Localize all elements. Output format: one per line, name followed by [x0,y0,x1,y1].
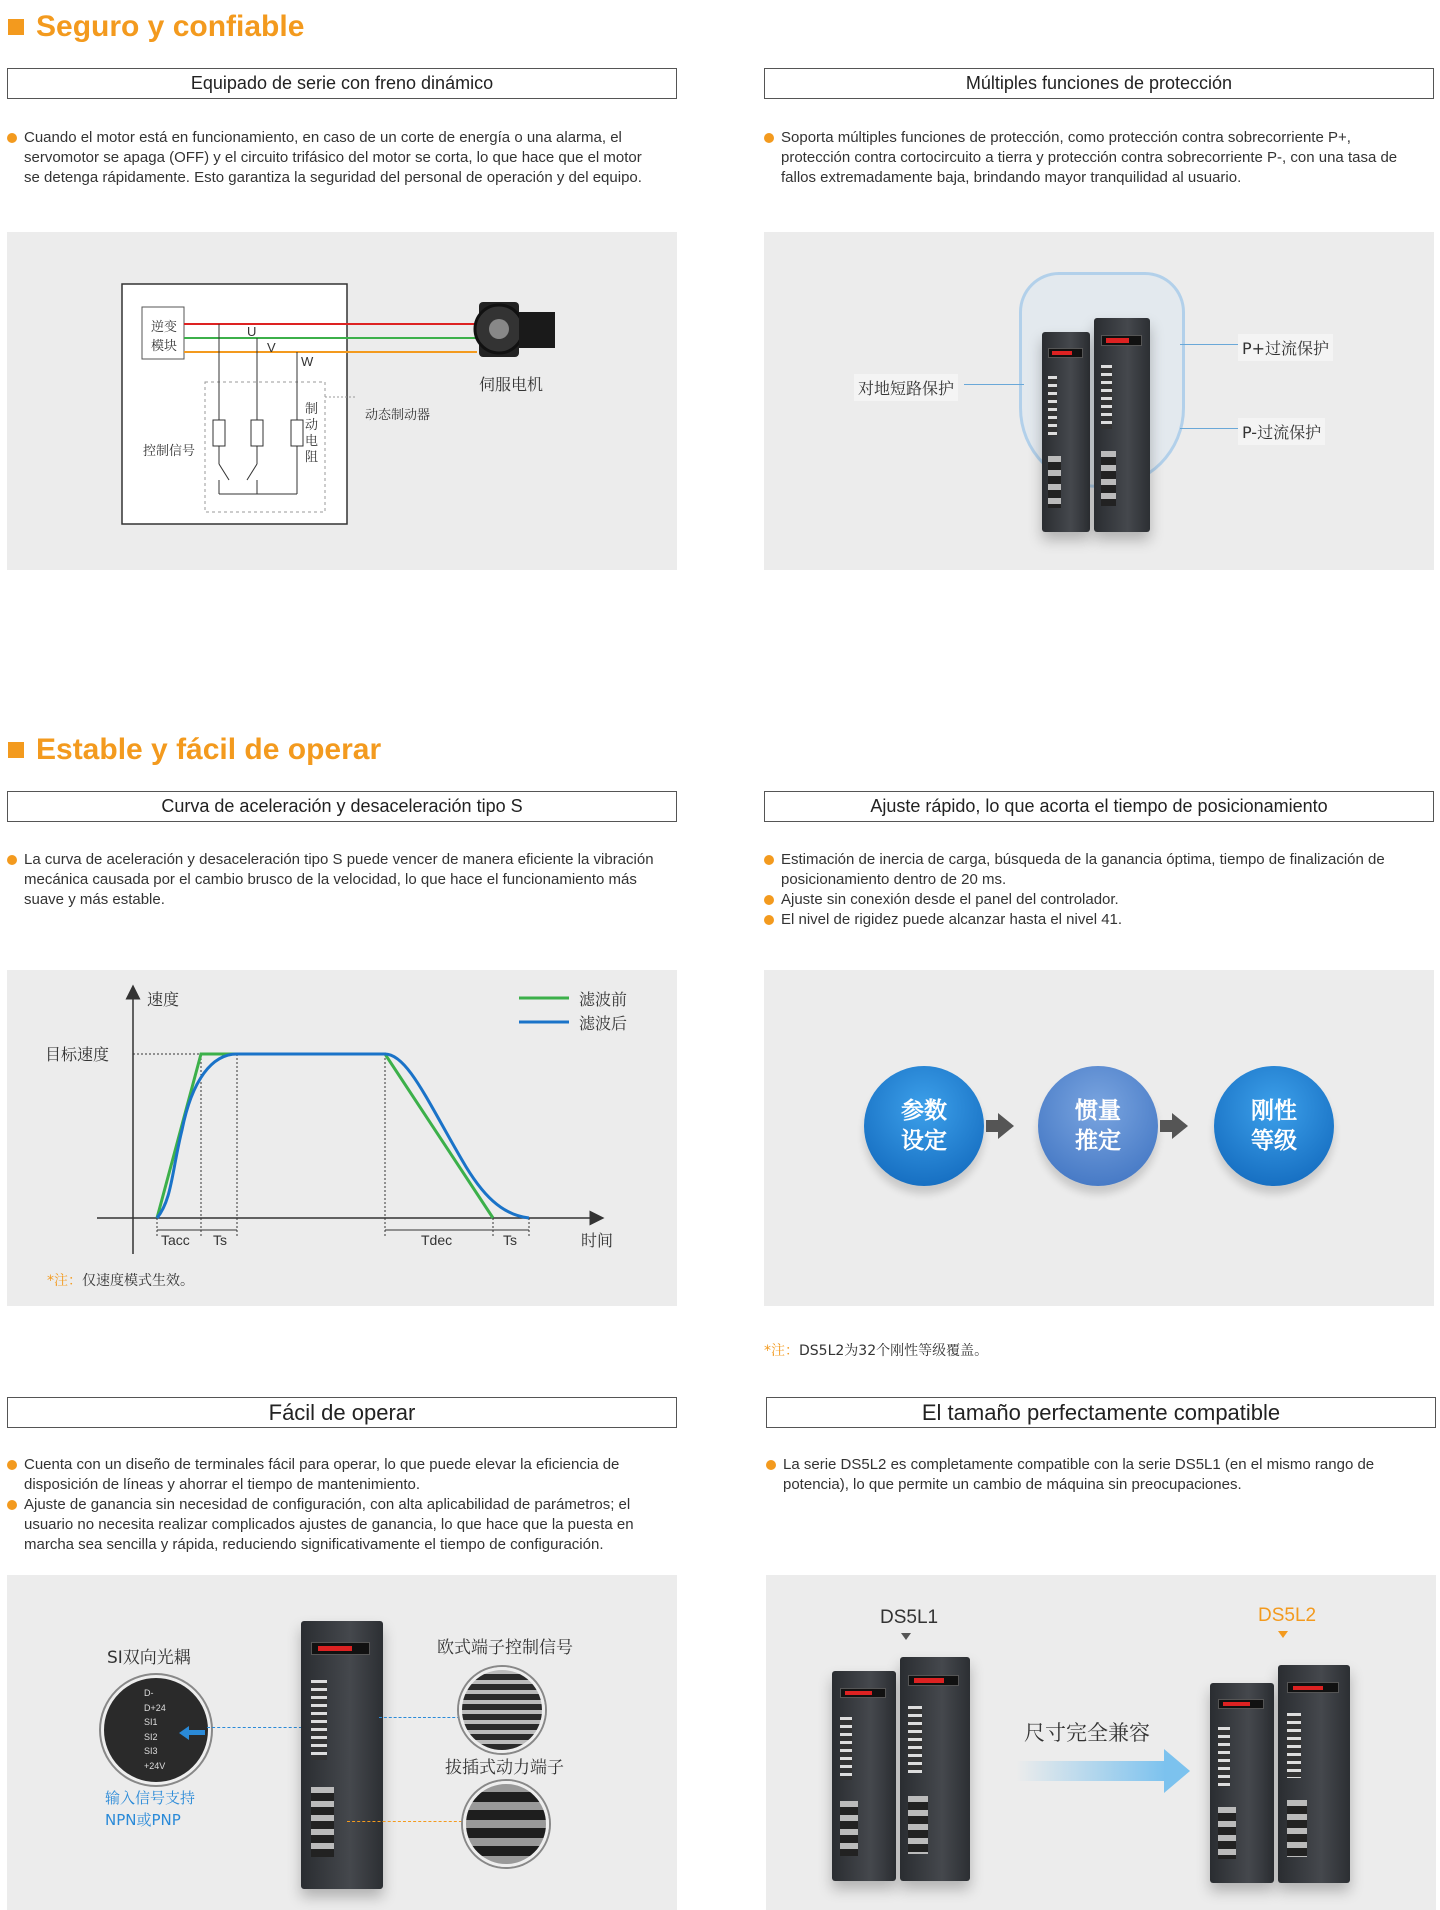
step-text: 设定 [901,1128,947,1154]
step-inertia-estimation [1038,1066,1158,1186]
bullet-item: La serie DS5L2 es completamente compatible con la serie DS5L1 (en el mismo rango de potencia), lo que permite un cambio de máquina sin preocupaciones. [766,1455,1426,1495]
dotted-line-blue [207,1727,307,1728]
dotted-line-blue-2 [379,1717,465,1718]
heading-fast-tuning [764,791,1434,822]
panel-terminals [7,1575,677,1910]
legend-after: 滤波后 [579,1014,628,1033]
heading-protection [764,68,1434,99]
dynamic-brake-diagram [7,232,677,570]
heading-dynamic-brake [7,68,677,99]
section-title-stable [8,733,381,767]
pminus-line [1180,428,1238,429]
input-signal-label-2: NPN或PNP [105,1811,181,1829]
model-ds5l1-label: DS5L1 [880,1607,939,1628]
plug-terminal-label: 拔插式动力端子 [445,1758,564,1778]
arrow-left-icon [179,1726,189,1740]
ds5l1-drive-2 [900,1657,970,1881]
si-optocoupler-label: SI双向光耦 [107,1648,191,1668]
arrow-right-icon [1172,1113,1188,1139]
step-text: 推定 [1075,1128,1121,1154]
compat-label: 尺寸完全兼容 [1024,1721,1150,1745]
step-rigidity-level [1214,1066,1334,1186]
step-text: 惯量 [1075,1098,1121,1124]
step-param-setting [864,1066,984,1186]
heading-compatible-size [766,1397,1436,1428]
bullets-s-curve [7,850,667,910]
control-signal-label: 控制信号 [143,444,196,459]
heading-text: Equipado de serie con freno dinámico [190,73,494,93]
pplus-label: P+过流保护 [1238,334,1333,361]
motor-label: 伺服电机 [479,375,544,394]
resistor-char: 制 [305,402,319,417]
bullet-item: Ajuste sin conexión desde el panel del controlador. [764,890,1424,910]
pin-label: D+24 [144,1702,166,1713]
resistor-char: 电 [305,434,319,449]
section-title-text: Estable y fácil de operar [36,733,382,766]
bullets-easy-operation [7,1455,667,1555]
x-axis-label: 时间 [581,1231,614,1250]
heading-text: Múltiples funciones de protección [965,73,1233,93]
section-title-text: Seguro y confiable [36,10,305,43]
heading-s-curve [7,791,677,822]
note-star: *注： [47,1273,82,1289]
triangle-down-icon [901,1633,911,1640]
panel-tuning-steps [764,970,1434,1306]
pin-label: D- [144,1688,154,1698]
y-axis-label: 速度 [147,990,180,1009]
phase-v: V [267,340,276,355]
ground-protect-label: 对地短路保护 [854,374,958,401]
heading-text: Fácil de operar [268,1399,416,1425]
bullets-compatible-size [766,1455,1426,1495]
triangle-down-icon [1278,1631,1288,1638]
rigidity-note [764,1340,988,1360]
drive-image-2 [1094,318,1150,532]
ds5l2-drive-2 [1278,1665,1350,1883]
panel-s-curve-chart [7,970,677,1306]
note-text: DS5L2为32个刚性等级覆盖。 [799,1343,989,1359]
resistor-label [305,402,318,466]
tick-ts-2: Ts [503,1232,517,1248]
resistor-char: 阻 [305,450,319,465]
resistor-char: 动 [305,418,319,433]
inverter-line: 逆变 [150,320,177,335]
arrow-right-gradient [1016,1761,1166,1781]
arrow-right-icon-stem [986,1120,1000,1132]
panel-brake-diagram [7,232,677,570]
inverter-label [144,318,184,356]
step-text: 等级 [1251,1128,1297,1154]
ds5l1-drive-1 [832,1671,896,1881]
bullets-dynamic-brake [7,128,647,188]
pin-label: SI3 [144,1746,158,1756]
pin-label: +24V [144,1760,166,1771]
inverter-line: 模块 [150,339,177,354]
drive-image-1 [1042,332,1090,532]
panel-protection [764,232,1434,570]
heading-text: Ajuste rápido, lo que acorta el tiempo de posicionamiento [870,796,1328,816]
title-square-icon [8,19,24,35]
ground-line [964,384,1024,385]
tick-tdec: Tdec [421,1232,453,1248]
panel-compatibility [766,1575,1436,1910]
drive-image-center [301,1621,383,1889]
bullet-item: El nivel de rigidez puede alcanzar hasta el nivel 41. [764,910,1424,930]
title-square-icon [8,742,24,758]
phase-u: U [247,324,257,339]
legend-before: 滤波前 [579,990,628,1009]
arrow-right-icon [1164,1749,1190,1793]
pin-label: SI1 [144,1717,158,1727]
arrow-right-icon [998,1113,1014,1139]
dotted-line-orange [347,1821,467,1822]
arrow-left-icon-stem [189,1730,205,1735]
plug-terminal-zoom [463,1781,549,1867]
brake-label: 动态制动器 [365,408,431,423]
pin-label: SI2 [144,1731,158,1742]
section-title-safe [8,10,304,44]
bullets-fast-tuning [764,850,1424,930]
pin-list [144,1686,166,1773]
note-star: *注： [764,1343,799,1359]
bullet-item: Cuenta con un diseño de terminales fácil para operar, lo que puede elevar la eficiencia de disposición de líneas y ahorrar el tiempo de mantenimiento. [7,1455,667,1495]
heading-text: Curva de aceleración y desaceleración tipo S [161,796,523,816]
bullet-item: Ajuste de ganancia sin necesidad de configuración, con alta aplicabilidad de parámetros; el usuario no necesita realizar complicados ajustes de ganancia, lo que hace que la puesta en marcha sea sencilla y rápida, reduciendo significativamente el tiempo de configuración. [7,1495,667,1555]
tick-ts: Ts [213,1232,227,1248]
phase-w: W [301,354,314,369]
heading-easy-operation [7,1397,677,1428]
input-signal-label-1: 输入信号支持 [105,1789,196,1807]
step-text: 刚性 [1251,1098,1297,1124]
target-speed-label: 目标速度 [45,1045,110,1064]
euro-terminal-label: 欧式端子控制信号 [437,1638,573,1658]
pplus-line [1180,344,1238,345]
ds5l2-drive-1 [1210,1683,1274,1883]
euro-terminal-zoom [459,1667,545,1753]
s-curve-chart [7,970,677,1306]
arrow-right-icon-stem [1160,1120,1174,1132]
pminus-label: P-过流保护 [1238,418,1325,445]
bullet-item: Estimación de inercia de carga, búsqueda de la ganancia óptima, tiempo de finalización de posicionamiento dentro de 20 ms. [764,850,1424,890]
bullet-item: Soporta múltiples funciones de protección, como protección contra sobrecorriente P+, protección contra cortocircuito a tierra y protección contra sobrecorriente P-, con una tasa de fallos extremadamente baja, brindando mayor tranquilidad al usuario. [764,128,1424,188]
bullets-protection [764,128,1424,188]
note-text: 仅速度模式生效。 [82,1273,194,1289]
bullet-item: La curva de aceleración y desaceleración tipo S puede vencer de manera eficiente la vibración mecánica causada por el cambio brusco de la velocidad, lo que hace el funcionamiento más suave y más estable. [7,850,667,910]
step-text: 参数 [901,1098,947,1124]
chart-note [47,1270,194,1290]
bullet-item: Cuando el motor está en funcionamiento, en caso de un corte de energía o una alarma, el servomotor se apaga (OFF) y el circuito trifásico del motor se corta, lo que hace que el motor se detenga rápidamente. Esto garantiza la seguridad del personal de operación y del equipo. [7,128,647,188]
heading-text: El tamaño perfectamente compatible [921,1399,1281,1425]
tick-tacc: Tacc [161,1232,190,1248]
model-ds5l2-label: DS5L2 [1258,1605,1317,1626]
